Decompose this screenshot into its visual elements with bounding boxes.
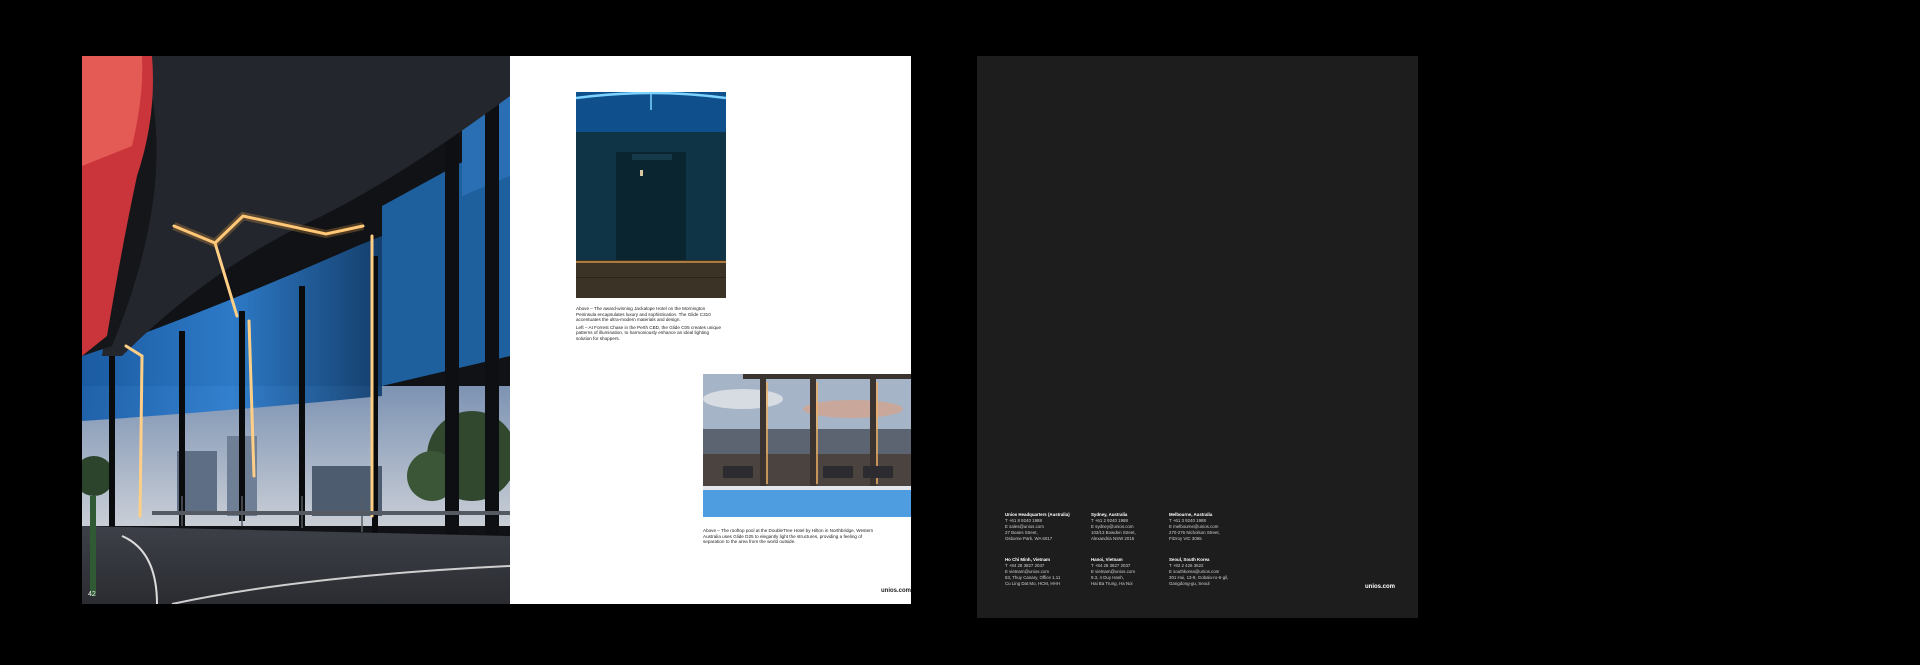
brochure-spread: [82, 56, 911, 604]
page-number: 42: [88, 591, 96, 598]
website-label[interactable]: unios.com: [880, 588, 911, 594]
office-address: Cu Ling Dat Mo, HCM, HHH: [1005, 581, 1060, 586]
office-name: Ho Chi Minh, Vietnam: [1005, 557, 1051, 562]
office-address: 9.3, 4 Duy Hanh,: [1091, 575, 1124, 580]
caption-bottom: Above – The rooftop pool at the DoubleTree Hotel by Hilton in Northbridge, Western Australia uses Glide D25 to elegantly light the structures, providing a feeling of separation to the area from the world outside.: [703, 528, 874, 545]
office-address: 27 Boans Street,: [1005, 530, 1038, 535]
office-email[interactable]: E vietnam@unios.com: [1005, 569, 1049, 574]
office-name: Seoul, South Korea: [1169, 557, 1210, 562]
office-name: Melbourne, Australia: [1169, 512, 1213, 517]
rooftop-pool-photo: [703, 374, 911, 517]
office-melbourne: [1169, 512, 1220, 542]
corridor-photo-illustration: [576, 92, 726, 298]
walkway-photo: [82, 56, 510, 604]
office-address: Hai Ba Trung, Ha Noi: [1091, 581, 1133, 586]
office-hanoi: [1091, 557, 1135, 587]
caption-top-para1: Above – The award-winning Jackalope Hotel on the Mornington Peninsula encapsulates luxury and sophistication. The Glide C310 accentuates the ultra-modern materials and design.: [576, 306, 711, 323]
office-address: Osborne Park, WA 6017: [1005, 536, 1053, 541]
office-address: Alexandria NSW 2015: [1091, 536, 1135, 541]
office-ho-chi-minh: [1005, 557, 1060, 587]
office-address: Gangdong-gu, Seoul: [1169, 581, 1210, 586]
office-phone: T +82 2 426 3622: [1169, 563, 1204, 568]
office-phone: T +61 8 9240 1988: [1005, 518, 1042, 523]
office-phone: T +61 2 9240 1988: [1091, 518, 1128, 523]
office-email[interactable]: E vietnam@unios.com: [1091, 569, 1135, 574]
corridor-photo: [576, 92, 726, 298]
office-sydney: [1091, 512, 1136, 542]
back-cover: [977, 56, 1418, 618]
office-address: 301 Hui, 13-9, Gobalo-ro-6-gil,: [1169, 575, 1229, 580]
office-seoul: [1169, 557, 1228, 587]
office-email[interactable]: E sydney@unios.com: [1091, 524, 1134, 529]
rooftop-pool-illustration: [703, 374, 911, 517]
office-name: Hanoi, Vietnam: [1091, 557, 1123, 562]
office-name: Sydney, Australia: [1091, 512, 1128, 517]
walkway-photo-illustration: [82, 56, 510, 604]
office-address: 103/13 Bowden Street,: [1091, 530, 1136, 535]
office-address: Fitzroy VIC 3065: [1169, 536, 1202, 541]
caption-top-para2: Left – At Forrest Chase in the Perth CBD, the Glide C05 creates unique patterns of illumination, to harmoniously enhance an ideal lighting solution for shoppers.: [576, 324, 722, 341]
office-email[interactable]: E sales@unios.com: [1005, 524, 1044, 529]
office-name: Unios Headquarters (Australia): [1005, 512, 1070, 517]
office-address: 83, Thuy Canary, Office 1.11: [1005, 575, 1061, 580]
office-phone: T +61 3 9240 1988: [1169, 518, 1206, 523]
right-page: [510, 56, 911, 604]
office-headquarters: [1005, 512, 1070, 542]
office-address: 270-276 Nicholson Street,: [1169, 530, 1220, 535]
caption-top: [576, 306, 726, 344]
office-email[interactable]: E melbourne@unios.com: [1169, 524, 1219, 529]
back-cover-website[interactable]: unios.com: [1365, 584, 1396, 590]
office-email[interactable]: E southkorea@unios.com: [1169, 569, 1220, 574]
office-phone: T +84 28 3827 2037: [1091, 563, 1131, 568]
office-phone: T +84 28 3827 2037: [1005, 563, 1045, 568]
